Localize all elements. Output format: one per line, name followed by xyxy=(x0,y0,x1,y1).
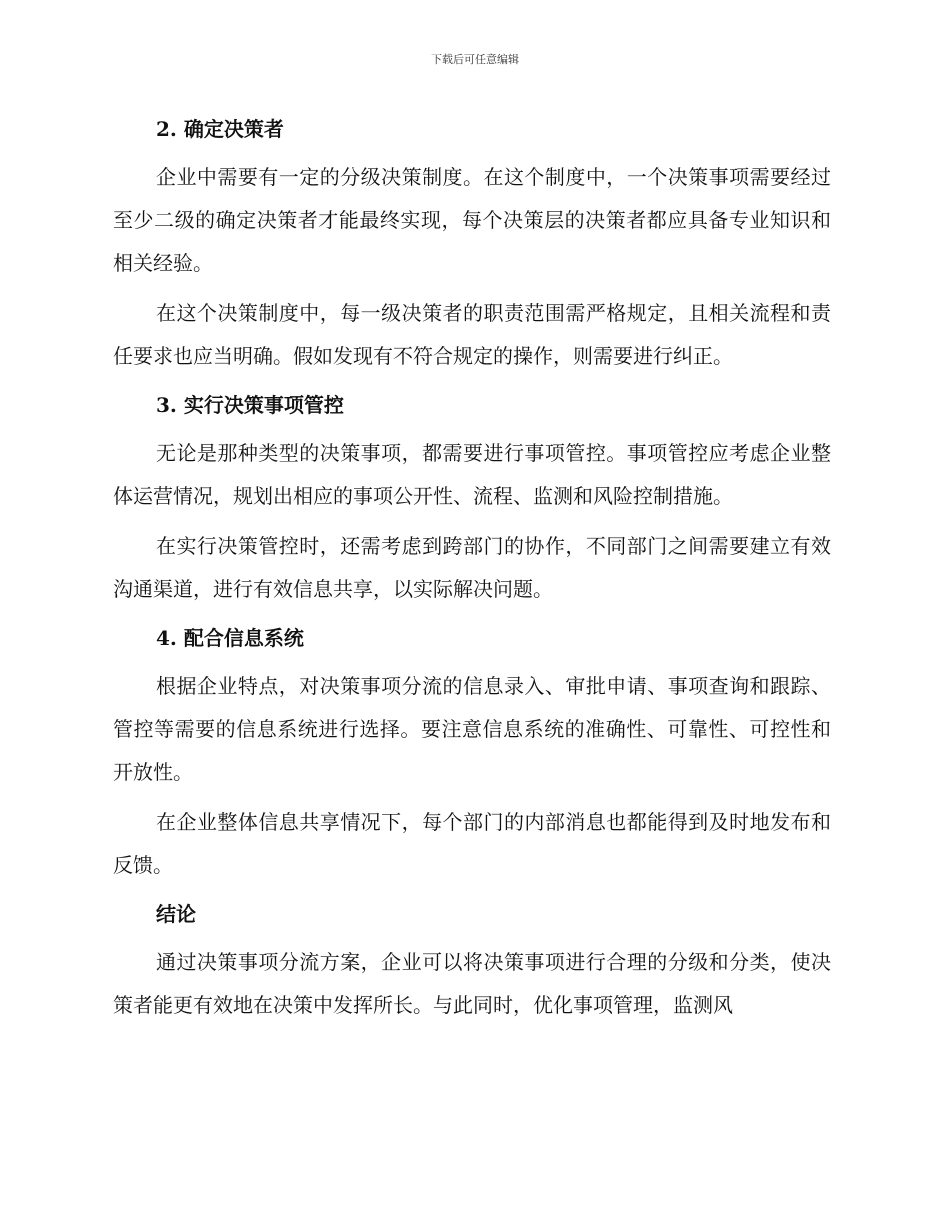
page-header: 下载后可任意编辑 xyxy=(431,53,519,66)
section-control xyxy=(113,385,831,618)
section-decision-makers xyxy=(113,109,831,385)
section-heading: 3. 实行决策事项管控 xyxy=(156,393,344,417)
paragraph: 在企业整体信息共享情况下，每个部门的内部消息也都能得到及时地发布和反馈。 xyxy=(113,810,831,877)
paragraph: 通过决策事项分流方案，企业可以将决策事项进行合理的分级和分类，使决策者能更有效地在决策中发挥所长。与此同时，优化事项管理，监测风 xyxy=(113,950,831,1017)
document-body xyxy=(113,109,831,1027)
paragraph: 无论是那种类型的决策事项，都需要进行事项管控。事项管控应考虑企业整体运营情况，规划出相应的事项公开性、流程、监测和风险控制措施。 xyxy=(113,441,831,508)
section-heading: 4. 配合信息系统 xyxy=(156,626,304,650)
paragraph: 根据企业特点，对决策事项分流的信息录入、审批申请、事项查询和跟踪、管控等需要的信息系统进行选择。要注意信息系统的准确性、可靠性、可控性和开放性。 xyxy=(113,674,831,784)
paragraph: 在实行决策管控时，还需考虑到跨部门的协作，不同部门之间需要建立有效沟通渠道，进行有效信息共享，以实际解决问题。 xyxy=(113,534,831,601)
paragraph: 企业中需要有一定的分级决策制度。在这个制度中，一个决策事项需要经过至少二级的确定决策者才能最终实现，每个决策层的决策者都应具备专业知识和相关经验。 xyxy=(113,165,831,275)
section-heading: 2. 确定决策者 xyxy=(156,117,284,141)
paragraph: 在这个决策制度中，每一级决策者的职责范围需严格规定，且相关流程和责任要求也应当明确。假如发现有不符合规定的操作，则需要进行纠正。 xyxy=(113,301,831,368)
section-conclusion xyxy=(113,894,831,1027)
section-information-system xyxy=(113,618,831,894)
section-heading: 结论 xyxy=(156,902,196,926)
